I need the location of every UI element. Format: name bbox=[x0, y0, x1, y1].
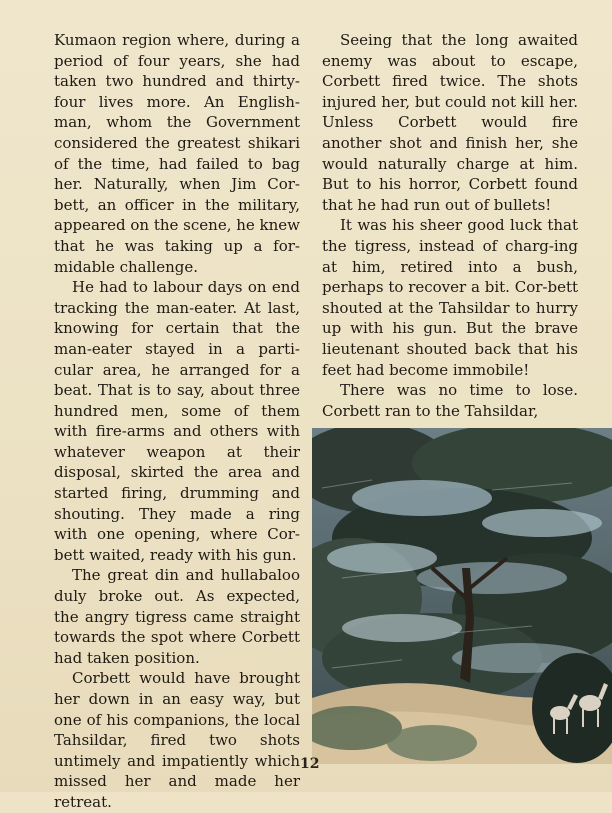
paragraph: Kumaon region where, during a period of four years, she had taken two hundred and thirty-four lives more. An English-man, whom the Government considered the greatest shikari of the time, had failed to bag her. Naturally, when Jim Cor-bett, an officer in the military, appeared on the scene, he knew that he was taking up a for-midable challenge. bbox=[54, 31, 300, 276]
paragraph: It was his sheer good luck that the tigress, instead of charg-ing at him, retired into a bush, perhaps to recover a bit. Cor-bett shouted at the Tahsildar to hurry up with his gun. But the brave lieutenant shouted back that his feet had become immobile! bbox=[322, 216, 578, 379]
left-text-column bbox=[54, 30, 300, 813]
paragraph: Seeing that the long awaited enemy was about to escape, Corbett fired twice. The shots injured her, but could not kill her. Unless Corbett would fire another shot and finish her, she would naturally charge at him. But to his horror, Corbett found that he had run out of bullets! bbox=[322, 31, 578, 214]
jungle-painting-svg bbox=[312, 428, 612, 764]
jungle-illustration bbox=[312, 428, 612, 764]
paragraph: He had to labour days on end tracking the man-eater. At last, knowing for certain that the man-eater stayed in a parti-cular area, he arranged for a beat. That is to say, about three hundred men, some of them with fire-arms and others with whatever weapon at their disposal, skirted the area and started firing, drumming and shouting. They made a ring with one opening, where Cor-bett waited, ready with his gun. bbox=[54, 278, 300, 564]
paragraph: There was no time to lose. Corbett ran to the Tahsildar, bbox=[322, 381, 578, 420]
paragraph: Corbett would have brought her down in an easy way, but one of his companions, the local Tahsildar, fired two shots untimely and impatiently which missed her and made her retreat. bbox=[54, 669, 300, 811]
right-text-column bbox=[322, 30, 578, 421]
paragraph: The great din and hullabaloo duly broke out. As expected, the angry tigress came straight towards the spot where Corbett had taken position. bbox=[54, 566, 300, 667]
page-number: 12 bbox=[300, 756, 320, 772]
